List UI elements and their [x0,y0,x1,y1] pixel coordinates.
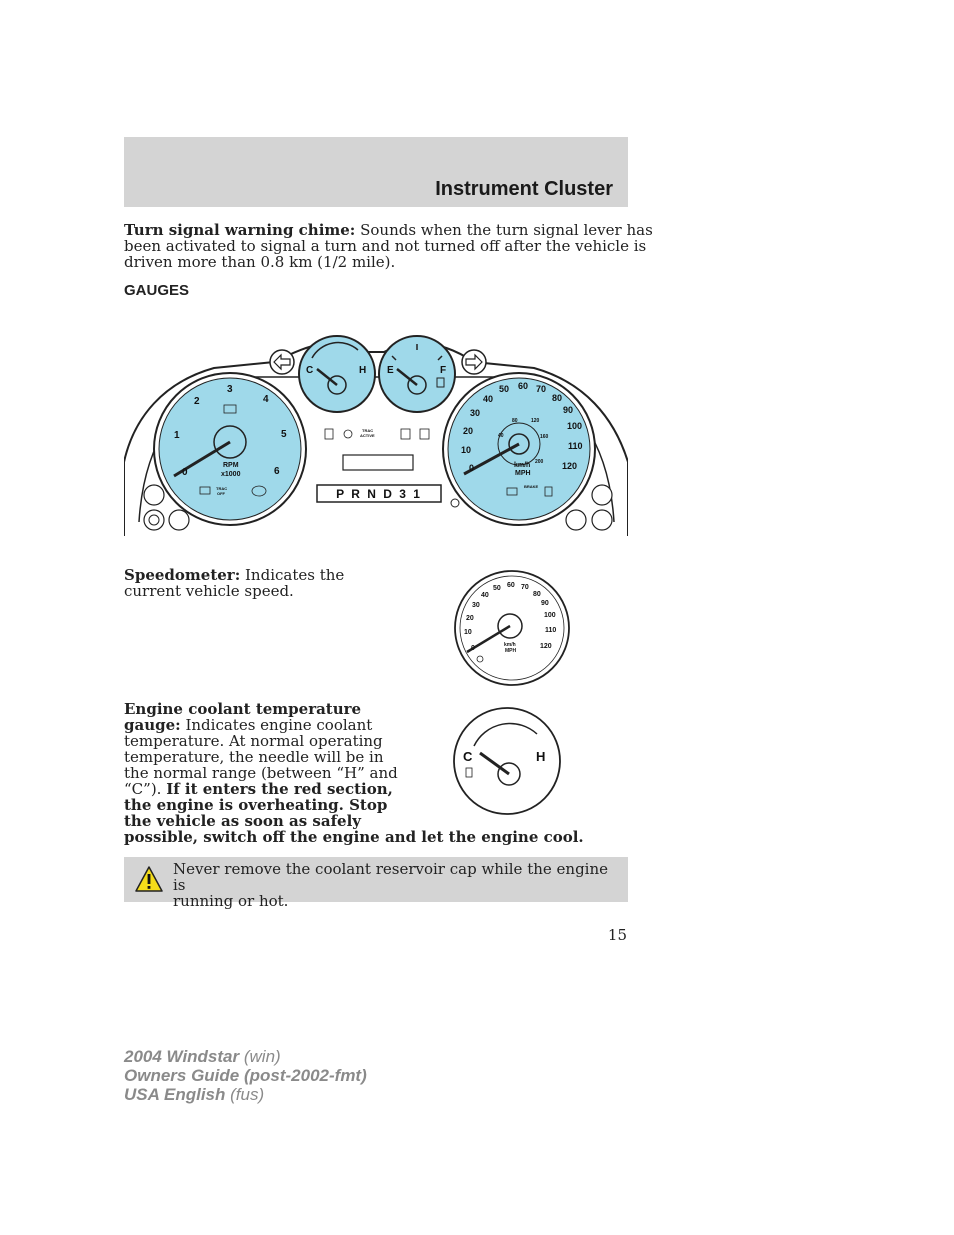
svg-text:1: 1 [174,430,180,441]
svg-text:E: E [387,365,394,376]
speedometer-paragraph: Speedometer: Indicates the current vehicle speed. [124,566,345,600]
speedometer-illustration [452,570,574,688]
svg-text:70: 70 [521,584,529,591]
svg-text:5: 5 [281,429,287,440]
svg-text:100: 100 [567,421,583,431]
svg-text:120: 120 [531,418,540,424]
svg-text:km/h: km/h [504,642,516,648]
svg-text:30: 30 [472,602,480,609]
svg-text:120: 120 [540,643,552,650]
svg-text:ACTIVE: ACTIVE [360,433,375,438]
coolant-gauge-illustration [452,706,564,816]
section-header-bar [124,137,628,207]
svg-text:MPH: MPH [505,648,517,654]
gauges-heading: GAUGES [124,282,190,299]
svg-text:120: 120 [562,461,578,471]
svg-text:2: 2 [194,396,200,407]
svg-text:20: 20 [466,615,474,622]
svg-text:100: 100 [544,612,556,619]
svg-text:110: 110 [545,627,557,634]
svg-text:90: 90 [563,405,574,415]
coolant-paragraph: Engine coolant temperature gauge: Indicates engine coolant temperature. At normal operating temperature, the needle will be in the normal range (between “H” and “C”). If it enters the red section, the engine is overheating. Stop the vehicle as soon as safely possible, switch off the engine and let the engine cool. [124,700,584,846]
svg-text:20: 20 [463,426,474,436]
odometer-display [343,455,413,470]
svg-text:80: 80 [512,418,518,424]
svg-text:0: 0 [469,463,475,473]
cluster-speedometer [443,373,595,525]
page-number: 15 [607,926,627,944]
tachometer [154,373,306,525]
svg-text:TRAC: TRAC [362,428,374,433]
svg-text:70: 70 [536,384,547,394]
svg-text:0: 0 [471,645,475,652]
cluster-fuel-gauge [379,336,455,412]
svg-text:40: 40 [481,592,489,599]
instrument-cluster-illustration [124,322,628,540]
svg-text:50: 50 [499,384,510,394]
svg-text:TRAC: TRAC [216,486,228,491]
page-title: Instrument Cluster [435,178,613,200]
svg-text:C: C [463,749,473,764]
cluster-temperature-gauge [299,336,375,412]
warning-box [124,857,628,910]
svg-text:F: F [440,365,447,376]
svg-text:110: 110 [568,441,583,451]
svg-text:40: 40 [483,394,494,404]
svg-text:km/h: km/h [514,462,531,469]
svg-text:80: 80 [552,393,563,403]
turn-signal-term: Turn signal warning chime: [124,221,356,239]
svg-text:MPH: MPH [515,470,531,477]
svg-text:RPM: RPM [223,462,239,469]
svg-text:10: 10 [464,629,472,636]
svg-text:C: C [306,365,314,376]
svg-text:30: 30 [470,408,481,418]
svg-text:OFF: OFF [217,491,225,496]
svg-text:3: 3 [227,384,233,395]
left-turn-arrow-icon [270,350,294,374]
speedometer-term: Speedometer: [124,566,241,584]
warning-triangle-icon [134,865,164,893]
svg-text:BRAKE: BRAKE [524,484,539,489]
warning-text: Never remove the coolant reservoir cap while the engine is running or hot. [173,860,608,910]
svg-text:200: 200 [535,459,544,465]
document-footer: 2004 Windstar (win) Owners Guide (post-2002-fmt) USA English (fus) [124,1047,367,1104]
svg-text:x1000: x1000 [221,471,241,478]
svg-text:H: H [359,365,367,376]
svg-text:80: 80 [533,591,541,598]
svg-text:0: 0 [182,467,188,478]
svg-text:40: 40 [498,433,504,439]
svg-text:10: 10 [461,445,472,455]
svg-text:50: 50 [493,585,501,592]
svg-text:H: H [536,749,546,764]
svg-text:6: 6 [274,466,280,477]
right-turn-arrow-icon [462,350,486,374]
svg-text:P R N D 3 1: P R N D 3 1 [336,487,422,501]
svg-text:160: 160 [540,434,549,440]
svg-text:60: 60 [518,381,529,391]
turn-signal-paragraph: Turn signal warning chime: Sounds when the turn signal lever has been activated to signal a turn and not turned off after the vehicle is driven more than 0.8 km (1/2 mile). [124,221,653,271]
svg-text:60: 60 [507,582,515,589]
svg-text:4: 4 [263,394,269,405]
svg-text:90: 90 [541,600,549,607]
